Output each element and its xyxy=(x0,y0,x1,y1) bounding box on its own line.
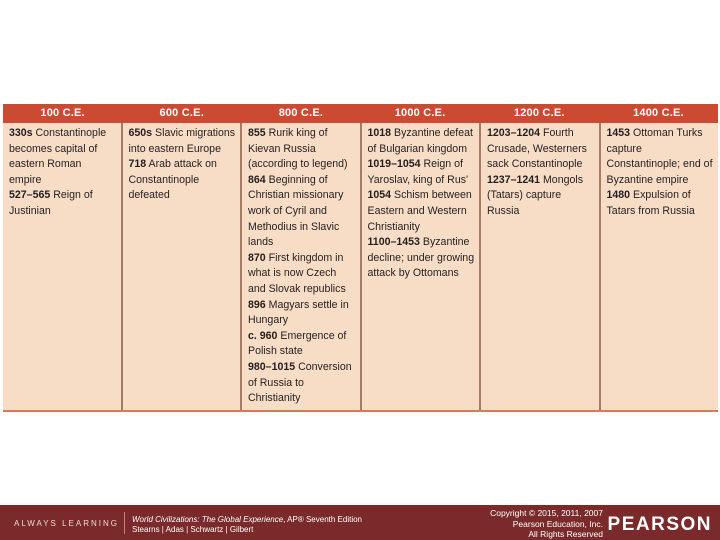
entry-date: 1453 xyxy=(606,127,631,139)
timeline-entry xyxy=(248,298,356,329)
entry-date: 1237–1241 xyxy=(487,173,541,186)
entry-text: Reign of Justinian xyxy=(9,189,93,217)
entry-date: 650s xyxy=(128,127,153,139)
timeline-entry xyxy=(368,126,476,157)
timeline-column-1400ce xyxy=(601,123,719,410)
timeline-column-600ce xyxy=(123,123,243,410)
header-800ce: 800 C.E. xyxy=(278,107,324,119)
timeline-entry xyxy=(368,188,476,235)
timeline-table xyxy=(3,104,718,412)
entry-text: Mongols (Tatars) capture Russia xyxy=(487,173,584,217)
entry-date: 855 xyxy=(248,127,266,139)
entry-text: Arab attack on Constantinople defeated xyxy=(128,158,217,202)
header-1000ce: 1000 C.E. xyxy=(394,107,446,119)
entry-text: Constantinople becomes capital of eastern Roman empire xyxy=(9,127,107,186)
entry-text: Ottoman Turks capture Constantinople; end of Byzantine empire xyxy=(606,127,713,186)
timeline-entry xyxy=(368,157,476,188)
entry-text: Slavic migrations into eastern Europe xyxy=(128,127,236,155)
entry-text: Byzantine defeat of Bulgarian kingdom xyxy=(367,127,473,155)
book-authors: Stearns | Adas | Schwartz | Gilbert xyxy=(132,525,254,534)
always-learning-tagline: ALWAYS LEARNING xyxy=(14,519,119,528)
entry-date: 1203–1204 xyxy=(487,127,541,139)
timeline-header-row xyxy=(3,104,718,123)
timeline-entry xyxy=(129,157,237,204)
entry-date: 527–565 xyxy=(9,189,51,202)
timeline-entry xyxy=(129,126,237,157)
entry-date: 896 xyxy=(248,298,266,311)
book-title: World Civilizations: The Global Experience xyxy=(132,515,284,524)
book-edition: , AP® Seventh Edition xyxy=(283,515,363,524)
timeline-entry xyxy=(248,360,356,407)
entry-date: 1019–1054 xyxy=(367,158,421,171)
timeline-entry xyxy=(248,329,356,360)
copyright-notice xyxy=(433,508,603,540)
entry-text: Expulsion of Tatars from Russia xyxy=(606,189,695,217)
entry-text: First kingdom in what is now Czech and Slovak republics xyxy=(248,251,346,295)
entry-text: Fourth Crusade, Westerners sack Constantinople xyxy=(487,127,587,171)
timeline-entry xyxy=(9,126,117,188)
entry-date: 864 xyxy=(248,173,266,186)
entry-date: 718 xyxy=(128,158,147,171)
timeline-entry xyxy=(9,188,117,219)
entry-date: c. 960 xyxy=(248,329,278,342)
copyright-line-1: Copyright © 2015, 2011, 2007 xyxy=(490,508,603,518)
entry-date: 1018 xyxy=(367,127,392,139)
entry-text: Rurik king of Kievan Russia (according to legend) xyxy=(248,127,348,171)
entry-text: Conversion of Russia to Christianity xyxy=(248,360,352,405)
entry-text: Magyars settle in Hungary xyxy=(248,298,349,327)
header-1200ce: 1200 C.E. xyxy=(513,107,565,119)
entry-date: 1480 xyxy=(606,189,631,202)
timeline-entry xyxy=(607,126,715,188)
header-600ce: 600 C.E. xyxy=(159,107,204,119)
timeline-entry xyxy=(248,173,356,251)
entry-date: 1100–1453 xyxy=(367,236,420,249)
header-1400ce: 1400 C.E. xyxy=(633,107,684,119)
entry-date: 1054 xyxy=(367,189,392,202)
entry-text: Emergence of Polish state xyxy=(248,329,347,358)
timeline-column-800ce xyxy=(242,123,362,410)
timeline-entry xyxy=(368,235,476,282)
copyright-line-3: All Rights Reserved xyxy=(528,529,603,539)
footer-bar xyxy=(0,505,720,540)
book-title-line xyxy=(132,515,362,525)
timeline-entry xyxy=(607,188,715,219)
entry-text: Beginning of Christian missionary work of Cyril and Methodius in Slavic lands xyxy=(248,173,344,249)
entry-date: 330s xyxy=(9,127,33,139)
timeline-entry xyxy=(248,251,356,298)
timeline-entry xyxy=(487,173,595,220)
timeline-body-row xyxy=(3,123,718,410)
book-info xyxy=(132,515,362,535)
entry-text: Schism between Eastern and Western Christianity xyxy=(367,189,472,233)
entry-date: 870 xyxy=(248,251,266,264)
footer-divider xyxy=(124,512,125,534)
header-100ce: 100 C.E. xyxy=(40,107,85,119)
entry-date: 980–1015 xyxy=(248,360,296,373)
entry-text: Byzantine decline; under growing attack by Ottomans xyxy=(367,236,475,280)
timeline-column-100ce xyxy=(3,123,123,410)
timeline-column-1200ce xyxy=(481,123,601,410)
timeline-column-1000ce xyxy=(362,123,482,410)
timeline-entry xyxy=(487,126,595,173)
entry-text: Reign of Yaroslav, king of Rus' xyxy=(367,158,469,186)
timeline-entry xyxy=(248,126,356,173)
copyright-line-2: Pearson Education, Inc. xyxy=(512,518,603,529)
pearson-logo: PEARSON xyxy=(607,514,712,535)
